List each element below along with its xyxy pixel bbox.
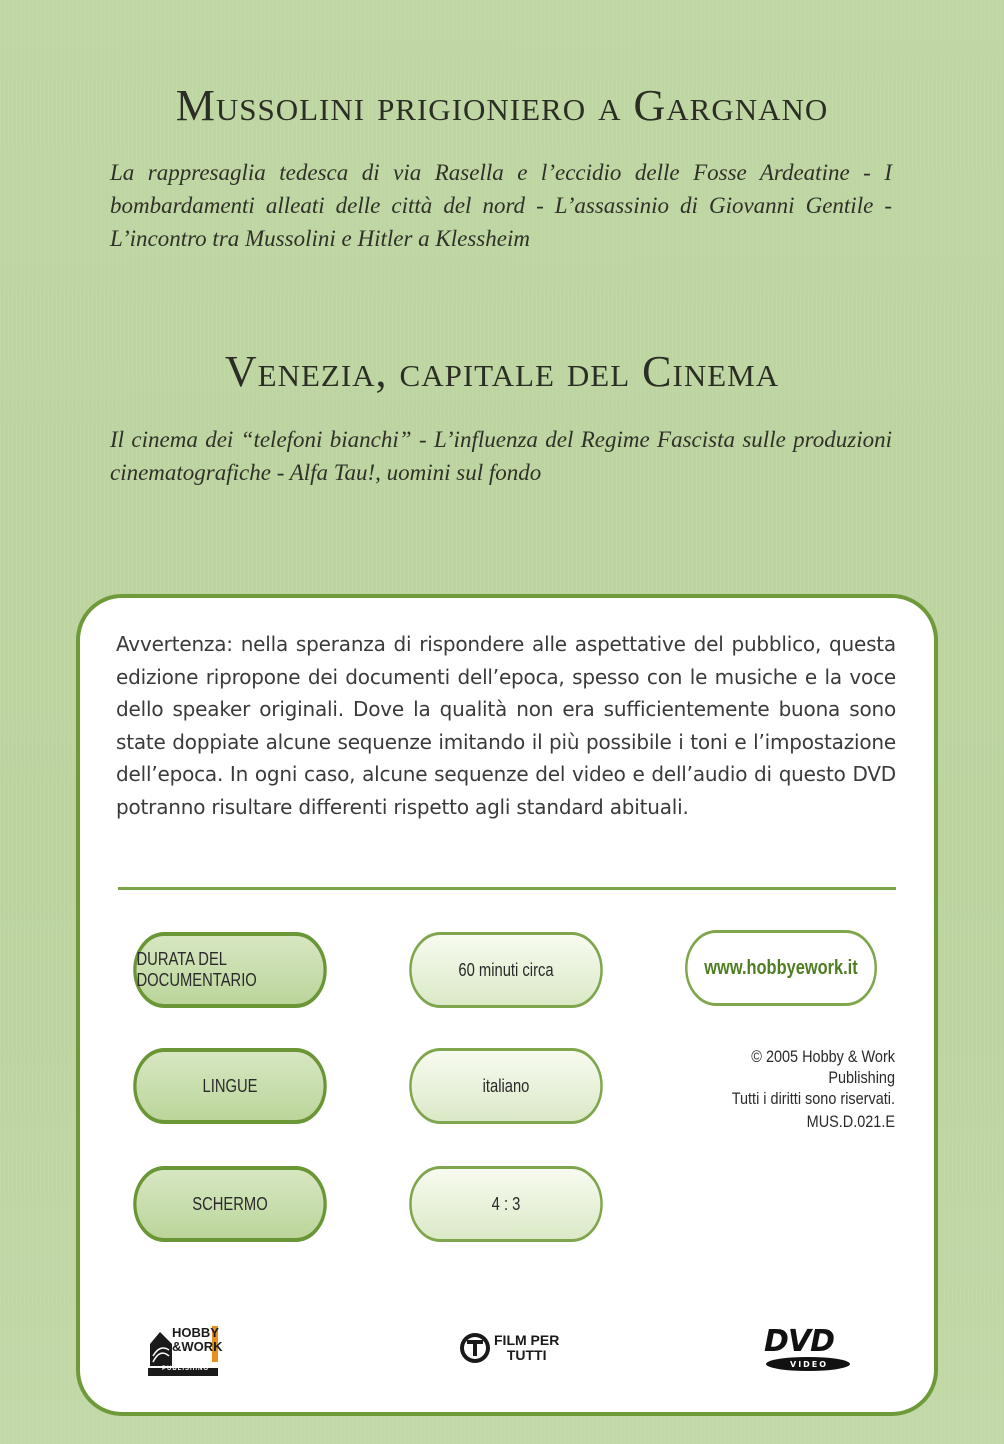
spec-label-duration: DURATA DEL DOCUMENTARIO <box>133 932 327 1008</box>
spec-label-languages: LINGUE <box>133 1048 327 1124</box>
spec-value-duration: 60 minuti circa <box>409 932 603 1008</box>
website-link[interactable]: www.hobbyework.it <box>685 930 877 1006</box>
copyright-line-2: Tutti i diritti sono riservati. <box>731 1089 895 1108</box>
film-per-tutti-logo: FILM PER TUTTI <box>458 1328 568 1374</box>
copyright-notice <box>687 1046 895 1109</box>
section-title-gargnano: Mussolini prigioniero a Gargnano <box>175 81 829 130</box>
spec-value-languages: italiano <box>409 1048 603 1124</box>
product-code: MUS.D.021.E <box>806 1112 895 1131</box>
dvd-video-logo: DVD VIDEO <box>760 1324 860 1374</box>
copyright-line-1: © 2005 Hobby & Work Publishing <box>751 1047 895 1087</box>
section-description-venezia: Il cinema dei “telefoni bianchi” - L’influenza del Regime Fascista sulle produzioni cinematografiche - Alfa Tau!, uomini sul fondo <box>110 427 892 485</box>
spec-label-screen: SCHERMO <box>133 1166 327 1242</box>
spec-value-screen: 4 : 3 <box>409 1166 603 1242</box>
warning-text: Avvertenza: nella speranza di rispondere alle aspettative del pubblico, questa edizione ripropone dei documenti dell’epoca, spesso con le musiche e la voce dello speaker originali. Dove la qualità non era sufficientemente buona sono state doppiate alcune sequenze imitando il più possibile i toni e l’impostazione dell’epoca. In ogni caso, alcune sequenze del video e dell’audio di questo DVD potranno risultare differenti rispetto agli standard abituali. <box>116 632 896 819</box>
section-title-venezia: Venezia, capitale del Cinema <box>224 347 780 396</box>
section-description-gargnano: La rappresaglia tedesca di via Rasella e l’eccidio delle Fosse Ardeatine - I bombardamenti alleati delle città del nord - L’assassinio di Giovanni Gentile - L’incontro tra Mussolini e Hitler a Klessheim <box>110 160 892 251</box>
hobby-work-logo: HOBBY &WORK PUBLISHING <box>148 1322 238 1382</box>
divider <box>118 887 896 890</box>
